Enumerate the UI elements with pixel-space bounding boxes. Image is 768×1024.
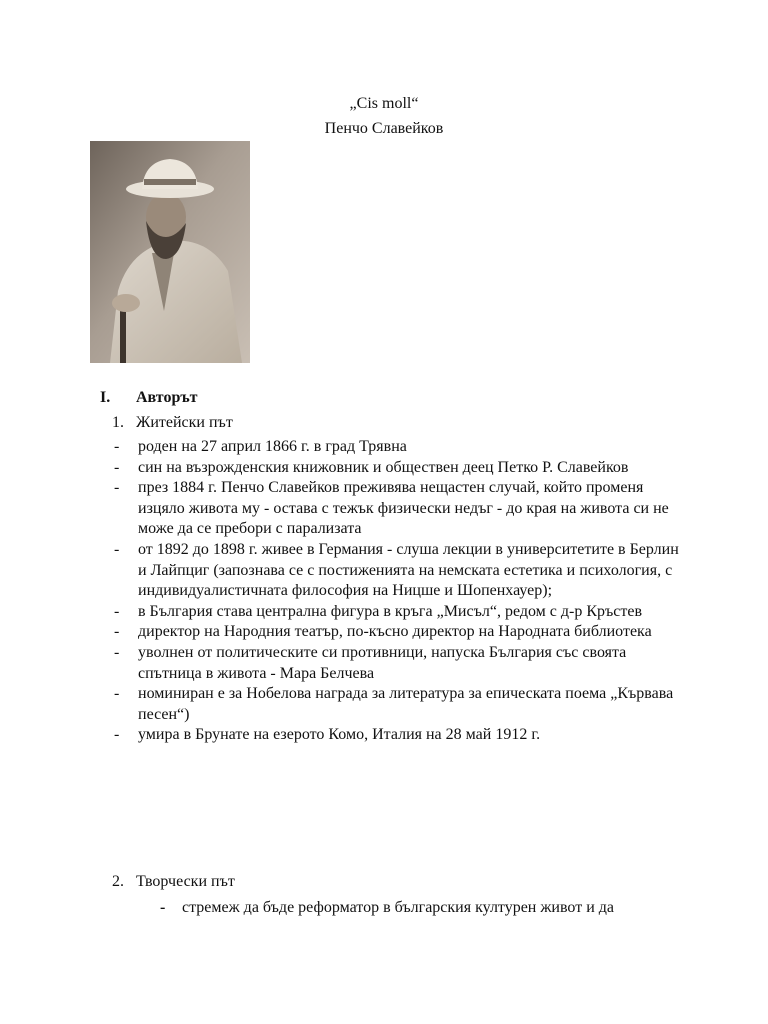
subsection-number: 1. — [112, 414, 124, 431]
list-item: - директор на Народния театър, по-късно директор на Народната библиотека — [112, 622, 682, 643]
subsection-heading-life — [112, 414, 233, 432]
subsection-number: 2. — [112, 873, 124, 890]
list-item: - роден на 27 април 1866 г. в град Трявна — [112, 437, 682, 458]
list-item: - в България става централна фигура в кръга „Мисъл“, редом с д-р Кръстев — [112, 602, 682, 623]
section-title: Авторът — [136, 389, 198, 406]
list-item: - син на възрожденския книжовник и обществен деец Петко Р. Славейков — [112, 458, 682, 479]
creative-path-list — [160, 898, 700, 919]
list-item: - умира в Брунате на езерото Комо, Италия на 28 май 1912 г. — [112, 725, 682, 746]
list-item: - уволнен от политическите си противници, напуска България със своята спътница в живота - Мара Белчева — [112, 643, 682, 684]
section-number: I. — [100, 389, 111, 406]
list-item: - номиниран е за Нобелова награда за литература за епическата поема „Кървава песен“) — [112, 684, 682, 725]
subsection-title: Житейски път — [136, 414, 233, 431]
subsection-title: Творчески път — [136, 873, 235, 890]
document-author: Пенчо Славейков — [324, 120, 444, 137]
author-portrait-photo — [90, 141, 250, 363]
list-item: - през 1884 г. Пенчо Славейков преживява нещастен случай, който променя изцяло живота му - остава с тежък физически недъг - до края на живота си не може да се пребори с парализата — [112, 478, 682, 540]
subsection-heading-creative — [112, 873, 235, 891]
life-facts-list — [112, 437, 682, 746]
list-item: - от 1892 до 1898 г. живее в Германия - слуша лекции в университетите в Берлин и Лайпциг (запознава се с постиженията на немската естетика и психология, с индивидуалистичната философия на Ницше и Шопенхауер); — [112, 540, 682, 602]
section-heading-author — [100, 389, 198, 407]
document-title: „Cis moll“ — [349, 95, 419, 112]
list-item: - стремеж да бъде реформатор в българския културен живот и да — [160, 898, 700, 919]
